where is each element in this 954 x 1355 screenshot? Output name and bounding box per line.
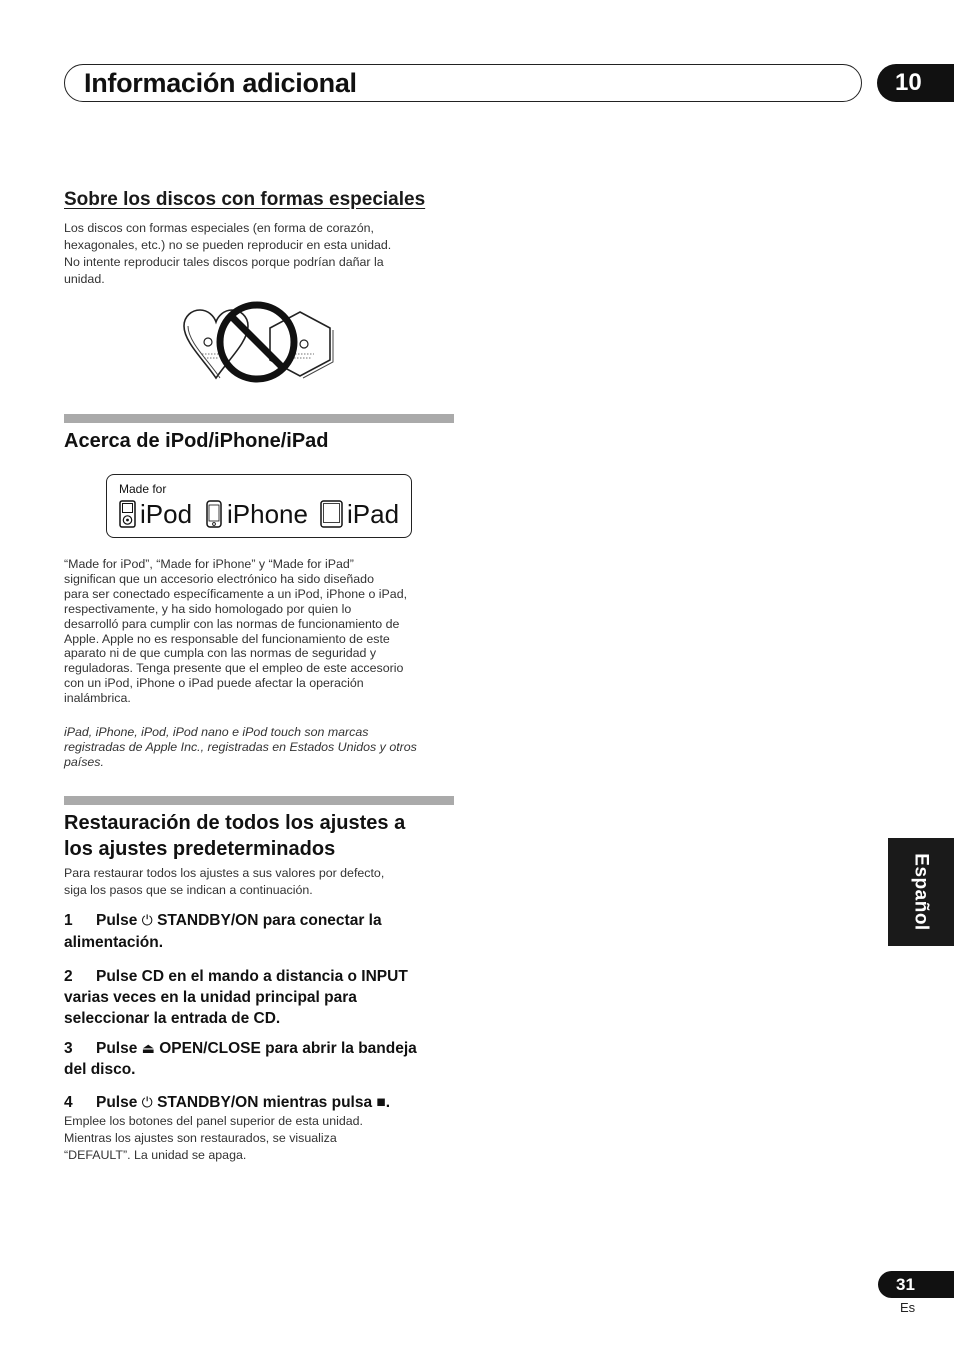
special-discs-text	[64, 220, 456, 288]
heading-line: Restauración de todos los ajustes a	[64, 812, 406, 834]
step-text: seleccionar la entrada de CD.	[64, 1010, 281, 1027]
text-line: Los discos con formas especiales (en forma de corazón,	[64, 221, 374, 235]
text-line: reguladoras. Tenga presente que el empleo de este accesorio	[64, 661, 404, 676]
iphone-device-icon	[206, 500, 222, 528]
step-text: STANDBY/ON para conectar la	[157, 912, 382, 929]
step-4	[64, 1091, 456, 1114]
chapter-title: Información adicional	[84, 68, 357, 98]
step-4-note	[64, 1113, 456, 1164]
step-number: 2	[64, 968, 73, 985]
step-3	[64, 1038, 456, 1080]
power-icon: ⏻	[141, 912, 153, 928]
text-line: Emplee los botones del panel superior de esta unidad.	[64, 1114, 363, 1128]
section-heading-reset	[64, 810, 405, 862]
text-line: siga los pasos que se indican a continuación.	[64, 883, 313, 897]
ipad-wordmark: iPad	[347, 499, 400, 529]
text-line: No intente reproducir tales discos porque podrían dañar la	[64, 255, 384, 269]
page-number: 31	[878, 1271, 954, 1298]
step-text: del disco.	[64, 1061, 136, 1078]
step-number: 4	[64, 1094, 73, 1111]
text-line: iPad, iPhone, iPod, iPod nano e iPod touch son marcas	[64, 725, 369, 739]
chapter-number: 10	[877, 64, 954, 102]
step-text: .	[385, 1094, 391, 1111]
reset-intro	[64, 865, 456, 899]
language-tab-label: Español	[911, 853, 932, 931]
iphone-wordmark: iPhone	[227, 499, 308, 529]
text-line: significan que un accesorio electrónico ha sido diseñado	[64, 571, 374, 586]
stop-icon: ■	[376, 1094, 386, 1111]
text-line: con un iPod, iPhone o iPad puede afectar la operación	[64, 676, 364, 691]
section-heading-special-discs: Sobre los discos con formas especiales	[64, 189, 426, 210]
made-for-label: Made for	[119, 482, 167, 496]
text-line: hexagonales, etc.) no se pueden reproducir en esta unidad.	[64, 238, 392, 252]
page-language-code: Es	[900, 1300, 916, 1315]
trademark-notice	[64, 725, 456, 770]
power-icon: ⏻	[141, 1094, 153, 1110]
eject-icon: ⏏	[141, 1040, 155, 1056]
text-line: desarrolló para cumplir con las normas de funcionamiento de	[64, 616, 400, 631]
step-text: alimentación.	[64, 934, 164, 951]
step-text: varias veces en la unidad principal para	[64, 989, 357, 1006]
text-line: aparato ni de que cumpla con las normas de seguridad y	[64, 646, 377, 661]
step-text: Pulse	[96, 912, 138, 929]
text-line: respectivamente, y ha sido homologado por quien lo	[64, 601, 352, 616]
step-text: OPEN/CLOSE para abrir la bandeja	[159, 1040, 417, 1057]
made-for-description	[64, 557, 456, 706]
text-line: Apple. Apple no es responsable del funcionamiento de este	[64, 631, 390, 646]
step-text: Pulse	[96, 1040, 138, 1057]
text-line: registradas de Apple Inc., registradas en Estados Unidos y otros	[64, 739, 417, 754]
text-line: países.	[64, 754, 104, 769]
section-heading-ipod: Acerca de iPod/iPhone/iPad	[64, 430, 329, 452]
text-line: unidad.	[64, 272, 105, 286]
text-line: para ser conectado específicamente a un iPod, iPhone o iPad,	[64, 586, 408, 601]
text-line: “DEFAULT”. La unidad se apaga.	[64, 1148, 247, 1162]
ipad-device-icon	[320, 500, 343, 528]
text-line: Para restaurar todos los ajustes a sus valores por defecto,	[64, 866, 385, 880]
step-text: STANDBY/ON mientras pulsa	[157, 1094, 373, 1111]
step-number: 1	[64, 912, 73, 929]
step-2	[64, 966, 456, 1029]
section-divider-bar	[64, 414, 454, 423]
step-number: 3	[64, 1040, 73, 1057]
step-1	[64, 909, 456, 954]
text-line: Mientras los ajustes son restaurados, se visualiza	[64, 1131, 337, 1145]
ipod-device-icon	[119, 500, 136, 528]
text-line: “Made for iPod”, “Made for iPhone” y “Made for iPad”	[64, 557, 354, 571]
step-text: Pulse	[96, 1094, 138, 1111]
text-line: inalámbrica.	[64, 691, 131, 706]
ipod-wordmark: iPod	[140, 499, 193, 529]
no-special-shaped-discs-icon	[180, 296, 338, 384]
step-text: Pulse CD en el mando a distancia o INPUT	[96, 968, 408, 985]
language-tab-label-wrap	[888, 838, 954, 946]
section-divider-bar	[64, 796, 454, 805]
heading-line: los ajustes predeterminados	[64, 838, 336, 860]
